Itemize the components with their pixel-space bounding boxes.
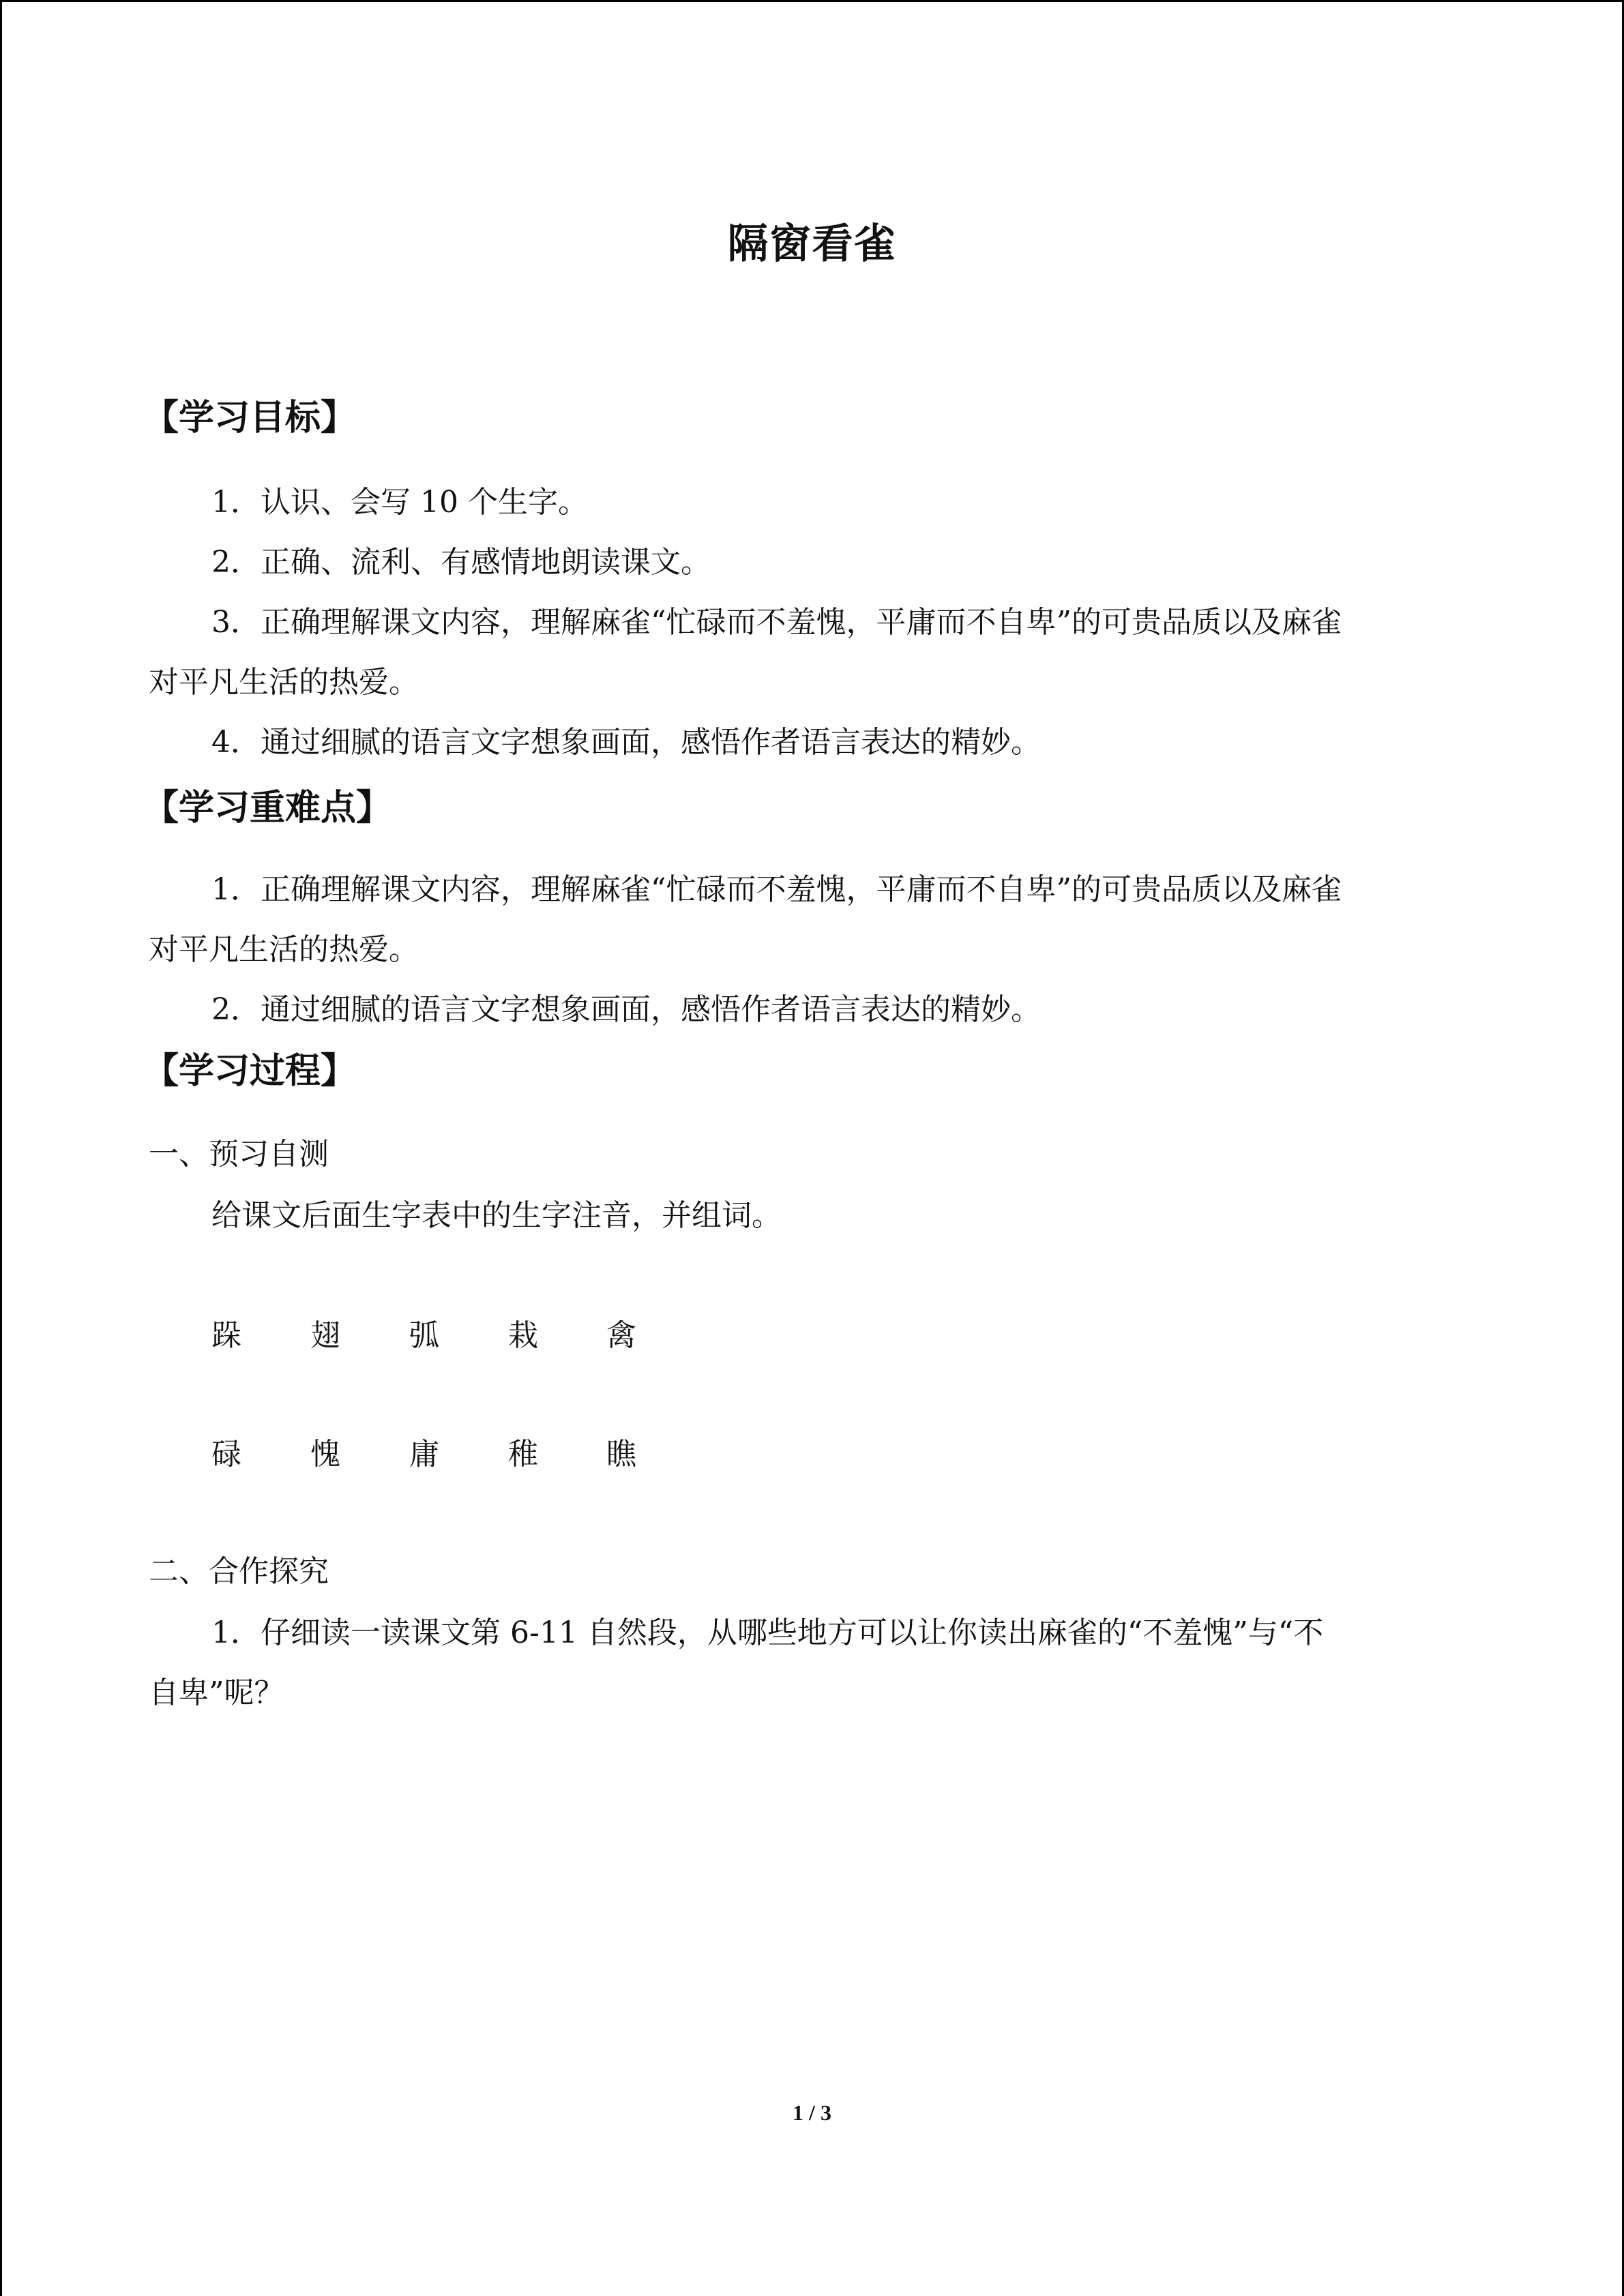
objective-item-2: 2．正确、流利、有感情地朗读课文。 — [211, 545, 711, 580]
page-number: 1 / 3 — [793, 2100, 831, 2125]
section-heading-key-points: 【学习重难点】 — [143, 788, 392, 829]
part-1-title: 一、预习自测 — [149, 1137, 329, 1172]
objective-item-4: 4．通过细腻的语言文字想象画面，感悟作者语言表达的精妙。 — [211, 725, 1041, 760]
objective-item-1: 1．认识、会写 10 个生字。 — [211, 485, 588, 520]
character-item: 翅 — [310, 1318, 340, 1353]
character-item: 碌 — [211, 1437, 241, 1472]
question-1-line-1: 1．仔细读一读课文第 6-11 自然段，从哪些地方可以让你读出麻雀的“不羞愧”与“不 — [211, 1615, 1324, 1650]
character-item: 跺 — [211, 1318, 241, 1353]
key-point-item-1-line-2: 对平凡生活的热爱。 — [149, 932, 419, 967]
key-point-item-2: 2．通过细腻的语言文字想象画面，感悟作者语言表达的精妙。 — [211, 992, 1041, 1027]
key-point-item-1-line-1: 1．正确理解课文内容，理解麻雀“忙碌而不羞愧，平庸而不自卑”的可贵品质以及麻雀 — [211, 872, 1342, 907]
character-item: 瞧 — [606, 1437, 636, 1472]
question-1-line-2: 自卑”呢？ — [149, 1675, 284, 1710]
character-item: 庸 — [409, 1437, 439, 1472]
character-item: 稚 — [508, 1437, 538, 1472]
character-item: 禽 — [606, 1318, 636, 1353]
objective-item-3-line-1: 3．正确理解课文内容，理解麻雀“忙碌而不羞愧，平庸而不自卑”的可贵品质以及麻雀 — [211, 605, 1342, 640]
character-item: 栽 — [508, 1318, 538, 1353]
objective-item-3-line-2: 对平凡生活的热爱。 — [149, 665, 419, 700]
section-heading-objectives: 【学习目标】 — [143, 398, 357, 438]
part-1-instruction: 给课文后面生字表中的生字注音，并组词。 — [211, 1198, 782, 1233]
character-item: 愧 — [310, 1437, 340, 1472]
part-2-title: 二、合作探究 — [149, 1554, 329, 1589]
character-item: 弧 — [409, 1318, 439, 1353]
page-title: 隔窗看雀 — [727, 220, 897, 268]
section-heading-process: 【学习过程】 — [143, 1051, 357, 1092]
